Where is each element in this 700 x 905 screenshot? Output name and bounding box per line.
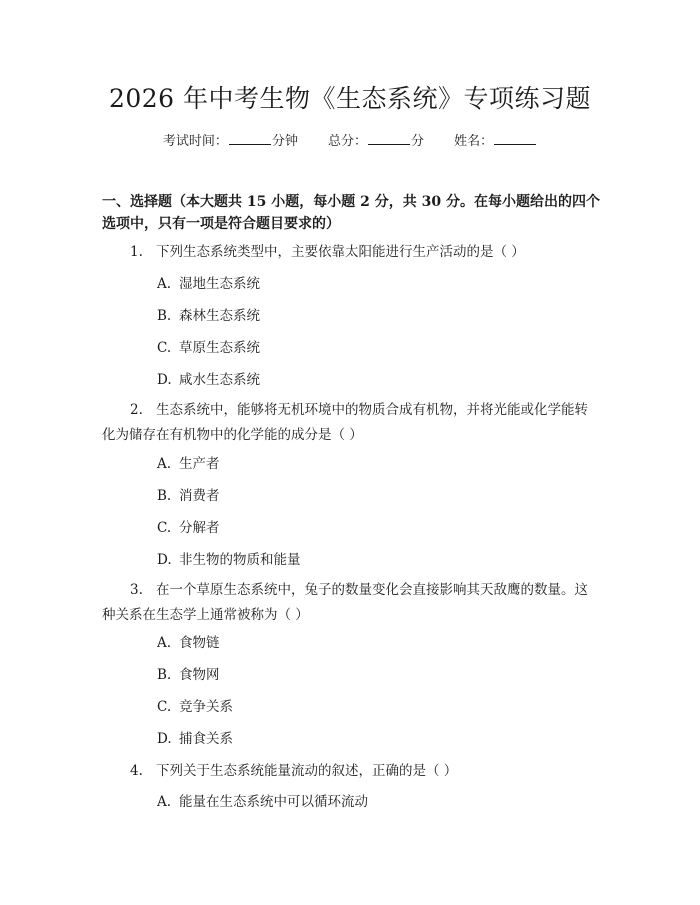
option-text: 能量在生态系统中可以循环流动 <box>179 794 368 810</box>
question-1 <box>102 240 600 265</box>
option-text: 森林生态系统 <box>179 308 260 324</box>
total-score-label: 总分： <box>327 134 367 149</box>
question-3 <box>102 578 600 628</box>
option-4-a <box>157 792 368 812</box>
option-text: 草原生态系统 <box>179 340 260 356</box>
option-letter: A. <box>157 794 172 810</box>
exam-time-blank <box>229 131 271 145</box>
option-3-d <box>157 729 233 749</box>
total-score-unit: 分 <box>411 134 425 149</box>
option-2-c <box>157 518 220 538</box>
question-2 <box>102 398 600 448</box>
option-3-b <box>157 665 220 685</box>
option-text: 生产者 <box>179 456 220 472</box>
question-number: 2. <box>130 402 143 418</box>
option-letter: C. <box>157 340 172 356</box>
total-score-blank <box>368 131 410 145</box>
option-text: 咸水生态系统 <box>179 372 260 388</box>
option-text: 湿地生态系统 <box>179 276 260 292</box>
student-name-field <box>454 131 537 152</box>
section-heading: 一、选择题（本大题共 15 小题，每小题 2 分，共 30 分。在每小题给出的四个选项中，只有一项是符合题目要求的） <box>102 194 600 232</box>
option-letter: D. <box>157 552 172 568</box>
question-4 <box>102 759 600 784</box>
option-letter: A. <box>157 635 172 651</box>
question-text: 生态系统中，能够将无机环境中的物质合成有机物，并将光能或化学能转化为储存在有机物中的化学能的成分是（ ） <box>102 402 588 443</box>
exam-time-label: 考试时间： <box>162 134 228 149</box>
option-letter: B. <box>157 308 172 324</box>
option-1-b <box>157 306 260 326</box>
option-letter: A. <box>157 456 172 472</box>
option-2-d <box>157 550 301 570</box>
option-1-a <box>157 274 260 294</box>
option-letter: D. <box>157 372 172 388</box>
option-letter: B. <box>157 667 172 683</box>
option-letter: C. <box>157 699 172 715</box>
question-text: 下列关于生态系统能量流动的叙述，正确的是（ ） <box>156 763 458 779</box>
option-1-d <box>157 370 260 390</box>
option-text: 食物网 <box>179 667 220 683</box>
option-letter: B. <box>157 488 172 504</box>
option-text: 非生物的物质和能量 <box>179 552 301 568</box>
option-3-c <box>157 697 233 717</box>
exam-time-unit: 分钟 <box>271 134 298 149</box>
option-letter: D. <box>157 731 172 747</box>
option-text: 消费者 <box>179 488 220 504</box>
option-text: 竞争关系 <box>179 699 233 715</box>
student-name-blank <box>494 131 536 145</box>
option-3-a <box>157 633 220 653</box>
option-2-a <box>157 454 220 474</box>
option-letter: A. <box>157 276 172 292</box>
question-number: 1. <box>130 244 143 260</box>
option-2-b <box>157 486 220 506</box>
question-text: 在一个草原生态系统中，兔子的数量变化会直接影响其天敌鹰的数量。这种关系在生态学上通常被称为（ ） <box>102 582 588 623</box>
question-number: 4. <box>130 763 143 779</box>
option-text: 捕食关系 <box>179 731 233 747</box>
exam-time-field <box>163 131 298 152</box>
question-number: 3. <box>130 582 143 598</box>
student-name-label: 姓名： <box>454 134 494 149</box>
option-1-c <box>157 338 260 358</box>
option-text: 分解者 <box>179 520 220 536</box>
option-text: 食物链 <box>179 635 220 651</box>
question-text: 下列生态系统类型中，主要依靠太阳能进行生产活动的是（ ） <box>156 244 525 260</box>
total-score-field <box>328 131 424 152</box>
page-title: 2026 年中考生物《生态系统》专项练习题 <box>108 84 592 113</box>
exam-meta-line <box>0 131 700 152</box>
option-letter: C. <box>157 520 172 536</box>
